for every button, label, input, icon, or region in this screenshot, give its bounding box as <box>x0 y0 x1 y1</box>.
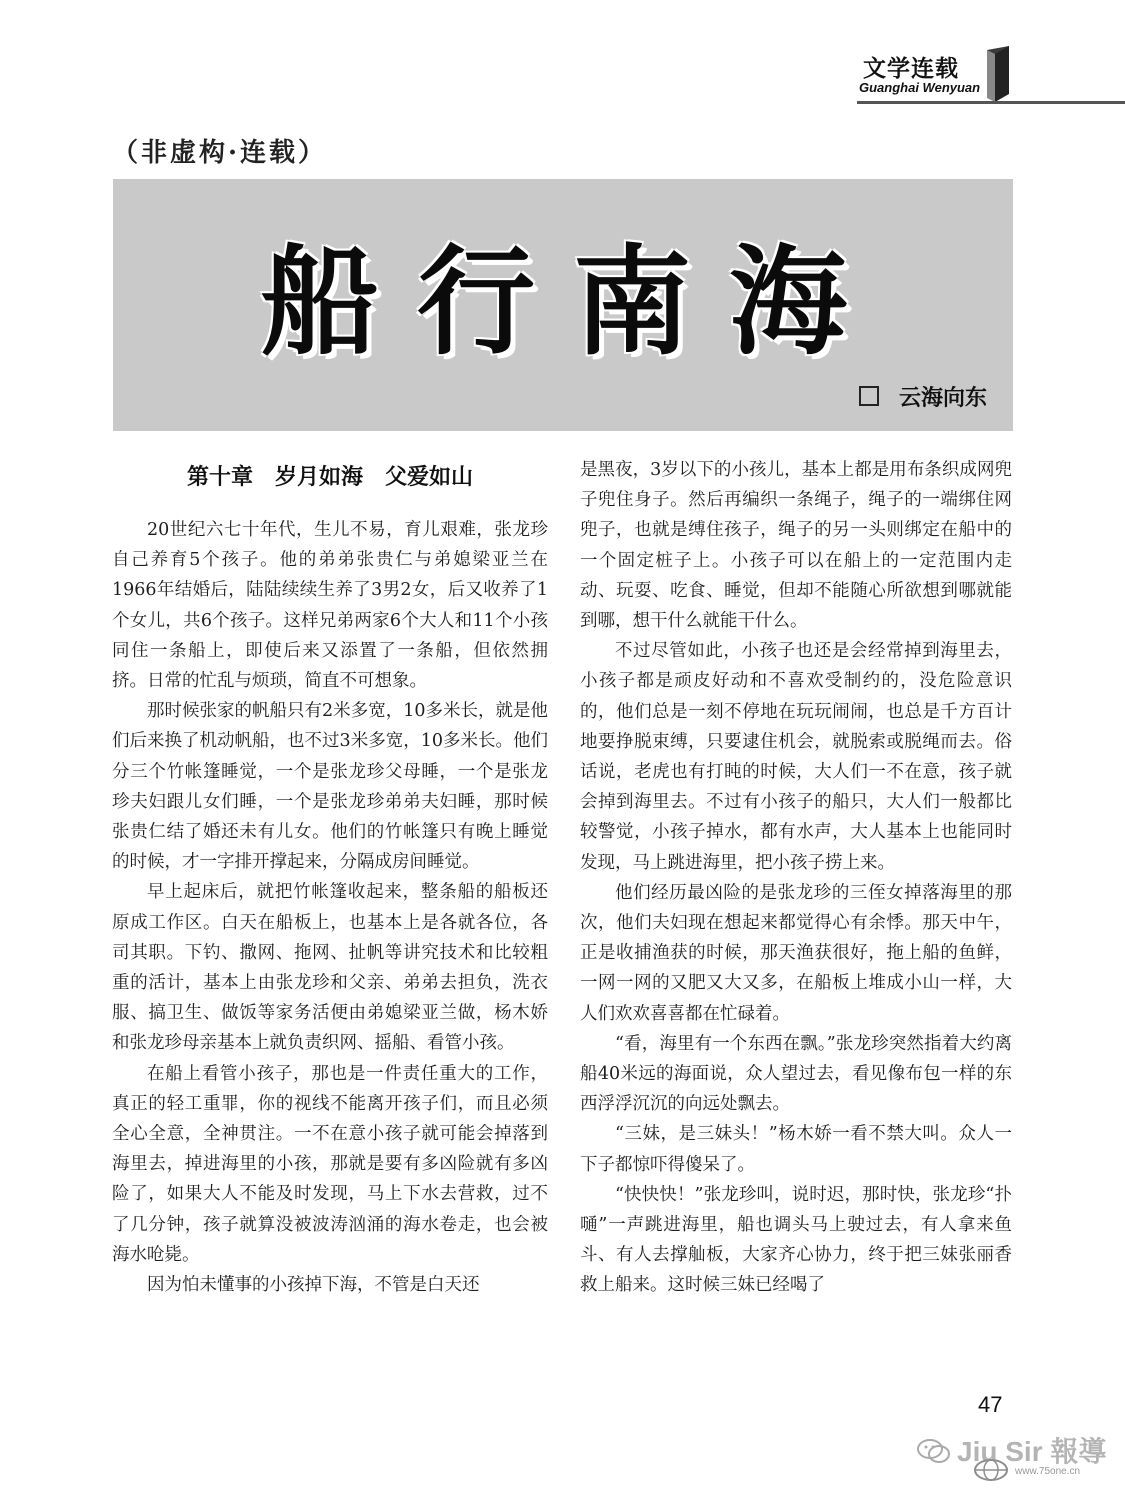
chapter-title: 第十章 岁月如海 父爱如山 <box>186 465 473 490</box>
section-title: 文学连载 <box>863 56 959 82</box>
paragraph: 那时候张家的帆船只有2米多宽，10多米长，就是他们后来换了机动帆船，也不过3米多宽，10多米长。他们分三个竹帐篷睡觉，一个是张龙珍父母睡，一个是张龙珍夫妇跟儿女们睡，一个是张龙珍弟弟夫妇睡，那时候张贵仁结了婚还未有儿女。他们的竹帐篷只有晚上睡觉的时候，才一字排开撑起来，分隔成房间睡觉。 <box>112 701 548 873</box>
watermark <box>917 1428 1117 1488</box>
paragraph: 早上起床后，就把竹帐篷收起来，整条船的船板还原成工作区。白天在船板上，也基本上是各就各位，各司其职。下钓、撒网、拖网、扯帆等讲究技术和比较粗重的活计，基本上由张龙珍和父亲、弟弟去担负，洗衣服、搞卫生、做饭等家务活便由弟媳梁亚兰做，杨木娇和张龙珍母亲基本上就负责织网、摇船、看管小孩。 <box>112 882 548 1054</box>
author-name: 云海向东 <box>898 386 987 411</box>
paragraph: 因为怕未懂事的小孩掉下海，不管是白天还 <box>147 1275 480 1296</box>
genre-label: （非虚构·连载） <box>112 138 328 168</box>
section-header <box>857 46 1007 106</box>
body-column-left <box>112 515 548 1300</box>
title-banner <box>113 179 1013 431</box>
section-subtitle: Guanghai Wenyuan <box>859 80 981 95</box>
paragraph: 他们经历最凶险的是张龙珍的三侄女掉落海里的那次，他们夫妇现在想起来都觉得心有余悸。那天中午，正是收捕渔获的时候，那天渔获很好，拖上船的鱼鲜，一网一网的又肥又大又多，在船板上堆成小山一样，大人们欢欢喜喜都在忙碌着。 <box>580 882 1012 1024</box>
paragraph: 20世纪六七十年代，生儿不易，育儿艰难，张龙珍自己养育5个孩子。他的弟弟张贵仁与弟媳梁亚兰在1966年结婚后，陆陆续续生养了3男2女，后又收养了1个女儿，共6个孩子。这样兄弟两家6个大人和11个小孩同住一条船上，即使后来又添置了一条船，但依然拥挤。日常的忙乱与烦琐，简直不可想象。 <box>112 520 548 692</box>
paragraph: “快快快！”张龙珍叫，说时迟，那时快，张龙珍“扑嗵”一声跳进海里，船也调头马上驶过去，有人拿来鱼斗、有人去撑舢板，大家齐心协力，终于把三妹张丽香救上船来。这时候三妹已经喝了 <box>580 1184 1012 1296</box>
watermark-url: www.75one.cn <box>1015 1466 1081 1477</box>
paragraph: 不过尽管如此，小孩子也还是会经常掉到海里去，小孩子都是顽皮好动和不喜欢受制约的，没危险意识的，他们总是一刻不停地在玩玩闹闹，也总是千方百计地要挣脱束缚，只要逮住机会，就脱索或脱绳而去。俗话说，老虎也有打盹的时候，大人们一不在意，孩子就会掉到海里去。不过有小孩子的船只，大人们一般都比较警觉，小孩子掉水，都有水声，大人基本上也能同时发现，马上跳进海里，把小孩子捞上来。 <box>580 641 1012 873</box>
paragraph-continued: 是黑夜，3岁以下的小孩儿，基本上都是用布条织成网兜子兜住身子。然后再编织一条绳子，绳子的一端绑住网兜子，也就是缚住孩子，绳子的另一头则绑定在船中的一个固定桩子上。小孩子可以在船上的一定范围内走动、玩耍、吃食、睡觉，但却不能随心所欲想到哪就能到哪，想干什么就能干什么。 <box>580 460 1012 632</box>
paragraph: “三妹，是三妹头！”杨木娇一看不禁大叫。众人一下子都惊吓得傻呆了。 <box>580 1124 1012 1175</box>
paragraph: “看，海里有一个东西在飘。”张龙珍突然指着大约离船40米远的海面说，众人望过去，看见像布包一样的东西浮浮沉沉的向远处飘去。 <box>580 1033 1012 1115</box>
author-line <box>859 381 987 412</box>
article-title: 船行南海 <box>260 232 885 371</box>
header-rule <box>857 101 1125 104</box>
globe-icon <box>973 1458 1009 1482</box>
paragraph: 在船上看管小孩子，那也是一件责任重大的工作，真正的轻工重罪，你的视线不能离开孩子们，而且必须全心全意，全神贯注。一不在意小孩子就可能会掉落到海里去，掉进海里的小孩，那就是要有多凶险就有多凶险了，如果大人不能及时发现，马上下水去营救，过不了几分钟，孩子就算没被波涛汹涌的海水卷走，也会被海水呛毙。 <box>112 1063 548 1265</box>
body-column-right <box>580 455 1012 1301</box>
square-icon <box>859 386 879 406</box>
book-icon <box>983 46 1013 102</box>
watermark-text: Jiu Sir 報導 <box>957 1436 1107 1467</box>
wechat-icon <box>917 1438 951 1464</box>
page-number: 47 <box>978 1392 1003 1417</box>
